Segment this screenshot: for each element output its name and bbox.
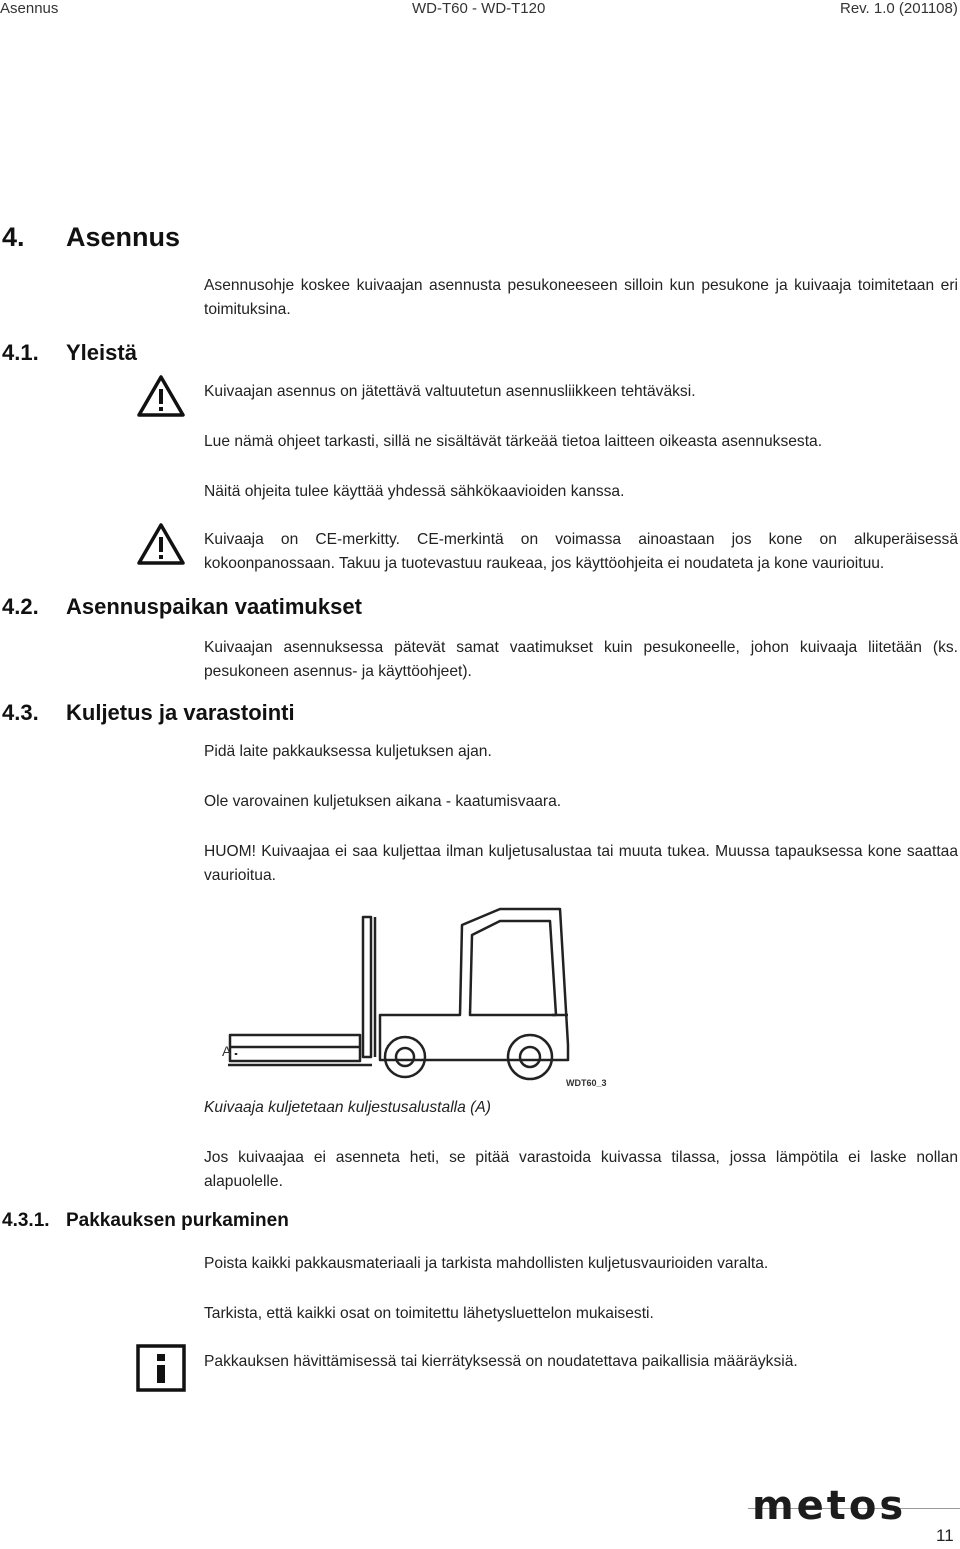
section-4-heading [2,222,180,253]
page-number: 11 [936,1526,954,1545]
section-number: 4.3. [2,700,39,725]
section-4-3-heading [2,700,295,726]
storage-paragraph: Jos kuivaajaa ei asenneta heti, se pitää varastoida kuivassa tilassa, jossa lämpötila ei laske nollan alapuolelle. [204,1149,958,1190]
header-right: Rev. 1.0 (201108) [840,0,958,17]
header-left: Asennus [0,0,59,17]
figure-label-a: A [222,1043,232,1059]
metos-logo: metos [752,1483,907,1529]
section-number: 4.2. [2,594,39,619]
wiring-paragraph: Näitä ohjeita tulee käyttää yhdessä sähkökaavioiden kanssa. [204,483,625,500]
ce-paragraph: Kuivaaja on CE-merkitty. CE-merkintä on voimassa ainoastaan jos kone on alkuperäisessä kokoonpanossaan. Takuu ja tuotevastuu raukeaa, jos käyttöohjeita ei noudateta ja kone vaurioituu. [204,531,958,572]
section-number: 4.3.1. [2,1210,50,1231]
remove-packaging-paragraph: Poista kaikki pakkausmateriaali ja tarkista mahdollisten kuljetusvaurioiden varalta. [204,1255,769,1272]
forklift-figure [200,895,630,1100]
figure-caption: Kuivaaja kuljetetaan kuljestusalustalla (A) [204,1099,491,1116]
info-icon [136,1344,186,1392]
huom-paragraph: HUOM! Kuivaajaa ei saa kuljettaa ilman kuljetusalustaa tai muuta tukea. Muussa tapauksessa kone saattaa vaurioitua. [204,843,958,884]
warning-triangle-icon [136,374,186,418]
section-4-3-1-heading [2,1210,289,1232]
warning-triangle-icon [136,522,186,566]
figure-code: WDT60_3 [566,1078,607,1088]
check-parts-paragraph: Tarkista, että kaikki osat on toimitettu lähetysluettelon mukaisesti. [204,1305,654,1322]
section-number: 4.1. [2,340,39,365]
section-4-1-heading [2,340,137,366]
careful-paragraph: Ole varovainen kuljetuksen aikana - kaatumisvaara. [204,793,562,810]
keep-packed-paragraph: Pidä laite pakkauksessa kuljetuksen ajan. [204,743,492,760]
intro-paragraph: Asennusohje koskee kuivaajan asennusta pesukoneeseen silloin kun pesukone ja kuivaaja toimitetaan eri toimituksina. [204,277,958,318]
section-4-2-heading [2,594,362,620]
requirements-paragraph: Kuivaajan asennuksessa pätevät samat vaatimukset kuin pesukoneelle, johon kuivaaja liitetään (ks. pesukoneen asennus- ja käyttöohjeet). [204,639,958,680]
section-title: Kuljetus ja varastointi [66,700,295,725]
section-number: 4. [2,222,25,252]
section-title: Yleistä [66,340,137,365]
section-title: Asennus [66,222,181,252]
warning-paragraph: Kuivaajan asennus on jätettävä valtuutetun asennusliikkeen tehtäväksi. [204,383,696,400]
disposal-paragraph: Pakkauksen hävittämisessä tai kierrätyksessä on noudatettava paikallisia määräyksiä. [204,1353,798,1370]
section-title: Pakkauksen purkaminen [66,1210,289,1231]
header-center: WD-T60 - WD-T120 [412,0,546,17]
section-title: Asennuspaikan vaatimukset [66,594,362,619]
read-paragraph: Lue nämä ohjeet tarkasti, sillä ne sisältävät tärkeää tietoa laitteen oikeasta asennuksesta. [204,433,823,450]
forklift-drawing [200,895,630,1095]
